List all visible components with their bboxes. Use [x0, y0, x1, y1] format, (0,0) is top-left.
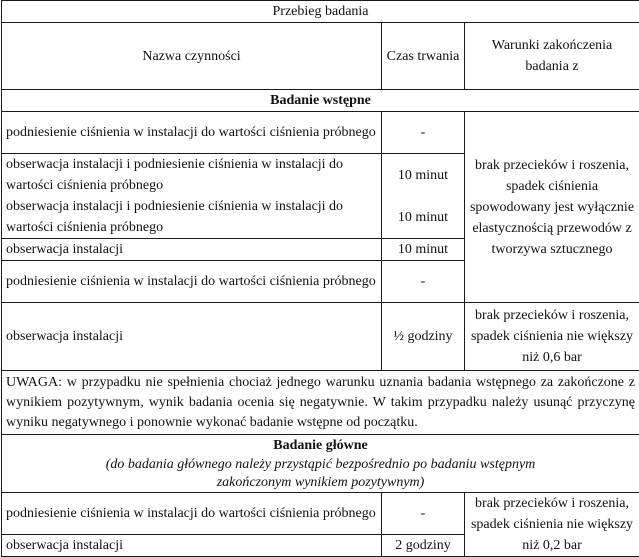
step-name: obserwacja instalacji i podniesienie ciśnienia w instalacji do wartości ciśnienia próbnego: [2, 154, 382, 197]
header-duration: Czas trwania: [382, 23, 465, 90]
step-duration: -: [382, 493, 465, 535]
table-row: [2, 493, 639, 535]
header-row: [2, 23, 639, 90]
section-heading-main: Badanie główne: [273, 438, 368, 453]
step-name: obserwacja instalacji: [2, 303, 382, 371]
step-name: podniesienie ciśnienia w instalacji do wartości ciśnienia próbnego: [2, 261, 382, 303]
step-duration: 10 minut: [382, 196, 465, 239]
section-subheading-main: (do badania głównego należy przystąpić bezpośrednio po badaniu wstępnym zakończonym wynikiem pozytywnym): [105, 457, 536, 490]
section-heading-preliminary: Badanie wstępne: [2, 90, 639, 112]
step-duration: 10 minut: [382, 154, 465, 197]
section-main-row: [2, 435, 639, 493]
step-name: obserwacja instalacji i podniesienie ciśnienia w instalacji do wartości ciśnienia próbnego: [2, 196, 382, 239]
step-duration: 10 minut: [382, 239, 465, 261]
step-name: obserwacja instalacji: [2, 239, 382, 261]
step-duration: 2 godziny: [382, 535, 465, 557]
header-conditions: Warunki zakończenia badania z: [465, 23, 639, 90]
title-row: [2, 1, 639, 23]
note-row: [2, 371, 639, 435]
table-row: [2, 303, 639, 371]
step-condition: brak przecieków i roszenia, spadek ciśnienia nie większy niż 0,6 bar: [465, 303, 639, 371]
table-row: [2, 112, 639, 154]
header-name: Nazwa czynności: [2, 23, 382, 90]
section-preliminary-row: [2, 90, 639, 112]
table-title: Przebieg badania: [2, 1, 639, 23]
step-duration: ½ godziny: [382, 303, 465, 371]
step-name: podniesienie ciśnienia w instalacji do wartości ciśnienia próbnego: [2, 493, 382, 535]
step-name: obserwacja instalacji: [2, 535, 382, 557]
step-condition: brak przecieków i roszenia, spadek ciśnienia spowodowany jest wyłącznie elastycznością przewodów z tworzywa sztucznego: [465, 112, 639, 303]
test-procedure-table: [1, 0, 639, 557]
step-condition: brak przecieków i roszenia, spadek ciśnienia nie większy niż 0,2 bar: [465, 493, 639, 557]
note-text: UWAGA: w przypadku nie spełnienia chociaż jednego warunku uznania badania wstępnego za zakończone z wynikiem pozytywnym, wynik badania ocenia się negatywnie. W takim przypadku należy usunąć przyczynę wyniku negatywnego i ponownie wykonać badanie wstępne od początku.: [2, 371, 639, 435]
step-duration: -: [382, 112, 465, 154]
step-name: podniesienie ciśnienia w instalacji do wartości ciśnienia próbnego: [2, 112, 382, 154]
step-duration: -: [382, 261, 465, 303]
section-main-cell: [2, 435, 639, 493]
